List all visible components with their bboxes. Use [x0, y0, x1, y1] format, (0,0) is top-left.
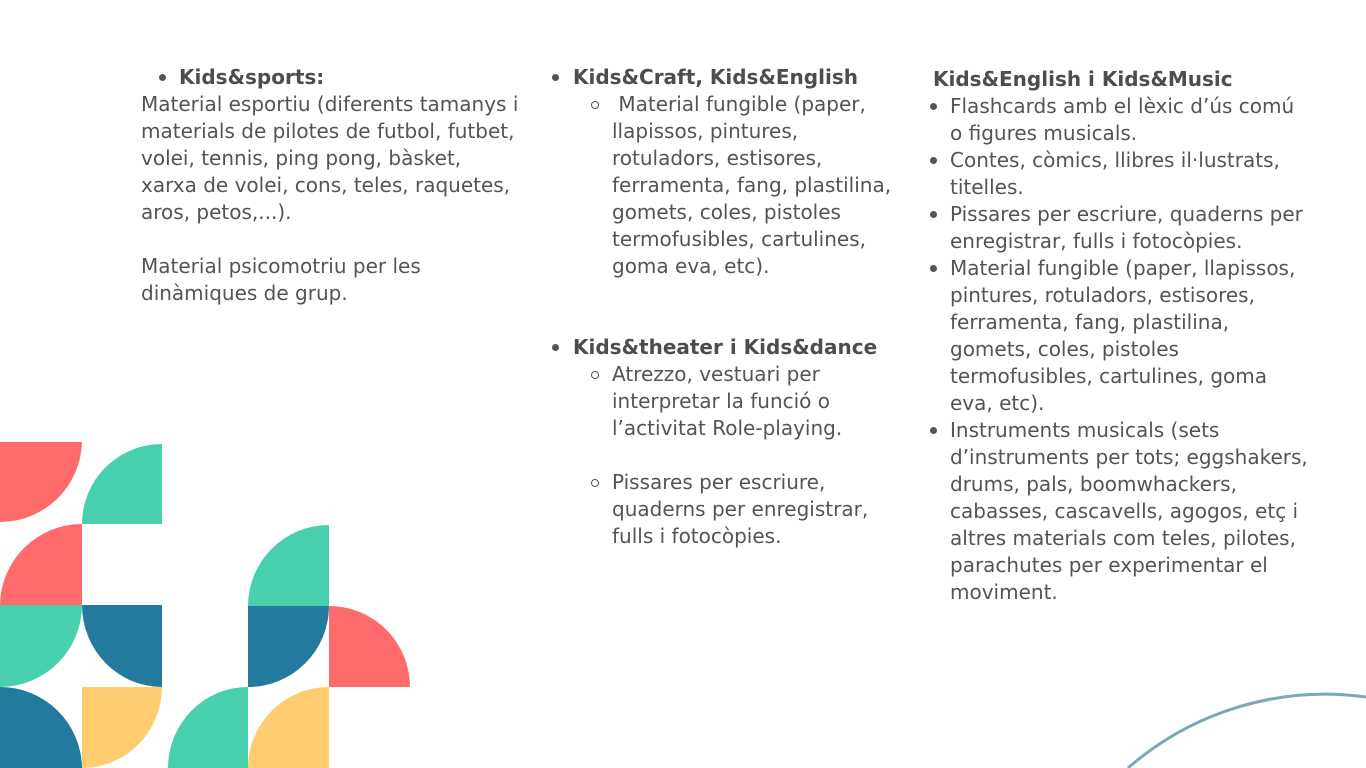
coral-quarter-2 [0, 524, 82, 605]
sports-heading: Kids&sports: [141, 64, 521, 91]
blue-quarter-3 [248, 606, 329, 687]
psychomotor-material-text: Material psicomotriu per les dinàmiques de grup. [141, 254, 421, 305]
coral-quarter-3 [329, 606, 410, 687]
bullet-icon [552, 74, 559, 81]
theater-dance-heading: Kids&theater i Kids&dance [552, 334, 912, 361]
hollow-bullet-icon [591, 101, 599, 109]
list-item: Material fungible (paper, llapissos, pintures, rotuladors, estisores, ferramenta, fang, plastilina, gomets, coles, pistoles termofusibles, cartulines, goma eva, etc). [552, 91, 912, 280]
yellow-quarter-1 [82, 687, 162, 768]
column-sports [141, 64, 521, 307]
list-item: Pissares per escriure, quaderns per enregistrar, fulls i fotocòpies. [930, 201, 1310, 255]
bullet-icon [159, 74, 166, 81]
bullet-icon [930, 427, 937, 434]
list-item: Contes, còmics, llibres il·lustrats, titelles. [930, 147, 1310, 201]
list-item: Instruments musicals (sets d’instruments per tots; eggshakers, drums, pals, boomwhackers, cabasses, cascavells, agogos, etç i altres materials com teles, pilotes, parachutes per experimentar el moviment. [930, 417, 1310, 606]
blue-quarter-2 [0, 687, 82, 768]
yellow-quarter-2 [248, 687, 329, 768]
list-item: Material fungible (paper, llapissos, pintures, rotuladors, estisores, ferramenta, fang, plastilina, gomets, coles, pistoles termofusibles, cartulines, goma eva, etc). [930, 255, 1310, 417]
bullet-icon [930, 157, 937, 164]
bullet-icon [552, 344, 559, 351]
hollow-bullet-icon [591, 371, 599, 379]
teal-quarter-3 [248, 525, 329, 606]
hollow-bullet-icon [591, 479, 599, 487]
blue-quarter-1 [82, 605, 162, 687]
sports-material-text: Material esportiu (diferents tamanys i materials de pilotes de futbol, futbet, volei, tennis, ping pong, bàsket, xarxa de volei, cons, teles, raquetes, aros, petos,...). [141, 92, 519, 224]
corner-arc [1128, 694, 1366, 768]
column-craft-theater [552, 64, 912, 550]
coral-quarter-1 [0, 442, 82, 522]
list-item: Flashcards amb el lèxic d’ús comú o figures musicals. [930, 93, 1310, 147]
column-english-music [930, 64, 1310, 606]
bullet-icon [930, 211, 937, 218]
list-item: Atrezzo, vestuari per interpretar la funció o l’activitat Role-playing. [552, 361, 912, 442]
bullet-icon [930, 103, 937, 110]
english-music-heading: Kids&English i Kids&Music [933, 67, 1233, 91]
teal-quarter-1 [82, 444, 162, 524]
teal-quarter-2 [0, 605, 82, 687]
craft-english-heading: Kids&Craft, Kids&English [552, 64, 912, 91]
bullet-icon [930, 265, 937, 272]
list-item: Pissares per escriure, quaderns per enregistrar, fulls i fotocòpies. [552, 469, 912, 550]
teal-quarter-4 [168, 687, 248, 768]
